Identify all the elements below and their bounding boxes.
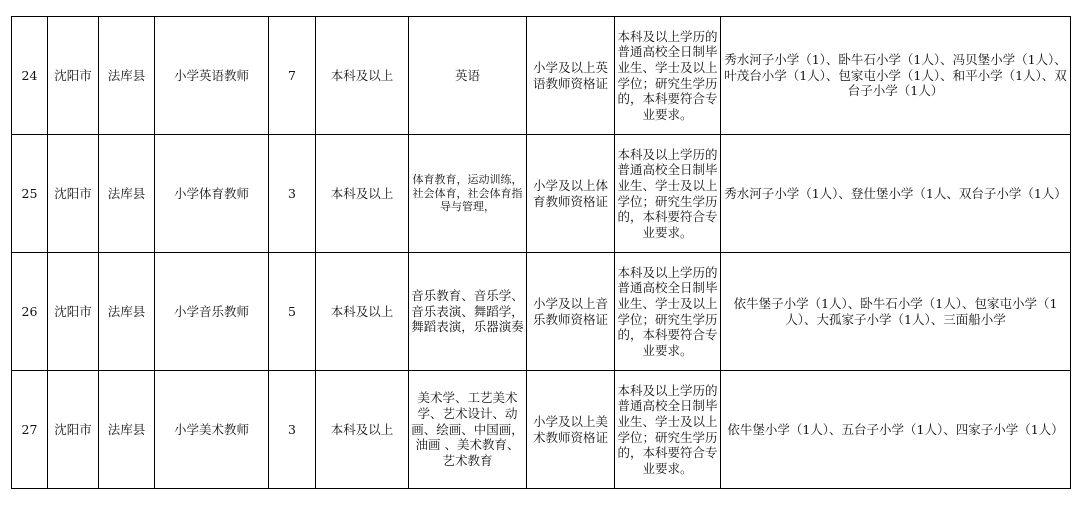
- other-requirements-cell: 本科及以上学历的普通高校全日制毕业生、学士及以上学位；研究生学历的，本科要符合专业要求。: [615, 371, 721, 489]
- headcount-cell: 3: [269, 371, 316, 489]
- certificate-cell: 小学及以上美术教师资格证: [527, 371, 615, 489]
- row-number: 27: [12, 371, 48, 489]
- school-allocation-cell: 依牛堡小学（1人）、五台子小学（1人）、四家子小学（1人）: [721, 371, 1071, 489]
- certificate-cell: 小学及以上体育教师资格证: [527, 135, 615, 253]
- headcount-cell: 5: [269, 253, 316, 371]
- certificate-cell: 小学及以上英语教师资格证: [527, 17, 615, 135]
- table-row: [12, 135, 1071, 253]
- city-cell: 沈阳市: [48, 253, 99, 371]
- school-allocation-cell: 秀水河子小学（1人）、登仕堡小学（1人、双台子小学（1人）: [721, 135, 1071, 253]
- education-cell: 本科及以上: [316, 17, 409, 135]
- table-row: [12, 17, 1071, 135]
- school-allocation-cell: 依牛堡子小学（1人）、卧牛石小学（1人）、包家屯小学（1人）、大孤家子小学（1人）、三面船小学: [721, 253, 1071, 371]
- post-name-cell: 小学英语教师: [155, 17, 269, 135]
- other-requirements-cell: 本科及以上学历的普通高校全日制毕业生、学士及以上学位；研究生学历的，本科要符合专业要求。: [615, 135, 721, 253]
- table-row: [12, 253, 1071, 371]
- recruitment-table: [11, 16, 1071, 489]
- post-name-cell: 小学音乐教师: [155, 253, 269, 371]
- county-cell: 法库县: [99, 17, 155, 135]
- post-name-cell: 小学美术教师: [155, 371, 269, 489]
- major-cell: 英语: [409, 17, 527, 135]
- post-name-cell: 小学体育教师: [155, 135, 269, 253]
- county-cell: 法库县: [99, 371, 155, 489]
- other-requirements-cell: 本科及以上学历的普通高校全日制毕业生、学士及以上学位；研究生学历的，本科要符合专业要求。: [615, 253, 721, 371]
- city-cell: 沈阳市: [48, 135, 99, 253]
- city-cell: 沈阳市: [48, 17, 99, 135]
- headcount-cell: 7: [269, 17, 316, 135]
- county-cell: 法库县: [99, 135, 155, 253]
- major-cell: 美术学、工艺美术学、艺术设计、动画、绘画、中国画，油画 、美术教育、艺术教育: [409, 371, 527, 489]
- table-row: [12, 371, 1071, 489]
- education-cell: 本科及以上: [316, 371, 409, 489]
- row-number: 24: [12, 17, 48, 135]
- education-cell: 本科及以上: [316, 253, 409, 371]
- major-cell: 音乐教育、音乐学、音乐表演、舞蹈学，舞蹈表演，乐器演奏: [409, 253, 527, 371]
- other-requirements-cell: 本科及以上学历的普通高校全日制毕业生、学士及以上学位；研究生学历的，本科要符合专业要求。: [615, 17, 721, 135]
- row-number: 25: [12, 135, 48, 253]
- school-allocation-cell: 秀水河子小学（1）、卧牛石小学（1人）、冯贝堡小学（1人）、叶茂台小学（1人）、包家屯小学（1人）、和平小学（1人）、双台子小学（1人）: [721, 17, 1071, 135]
- city-cell: 沈阳市: [48, 371, 99, 489]
- education-cell: 本科及以上: [316, 135, 409, 253]
- major-cell: 体育教育，运动训练，社会体育，社会体育指导与管理，: [409, 135, 527, 253]
- headcount-cell: 3: [269, 135, 316, 253]
- row-number: 26: [12, 253, 48, 371]
- certificate-cell: 小学及以上音乐教师资格证: [527, 253, 615, 371]
- county-cell: 法库县: [99, 253, 155, 371]
